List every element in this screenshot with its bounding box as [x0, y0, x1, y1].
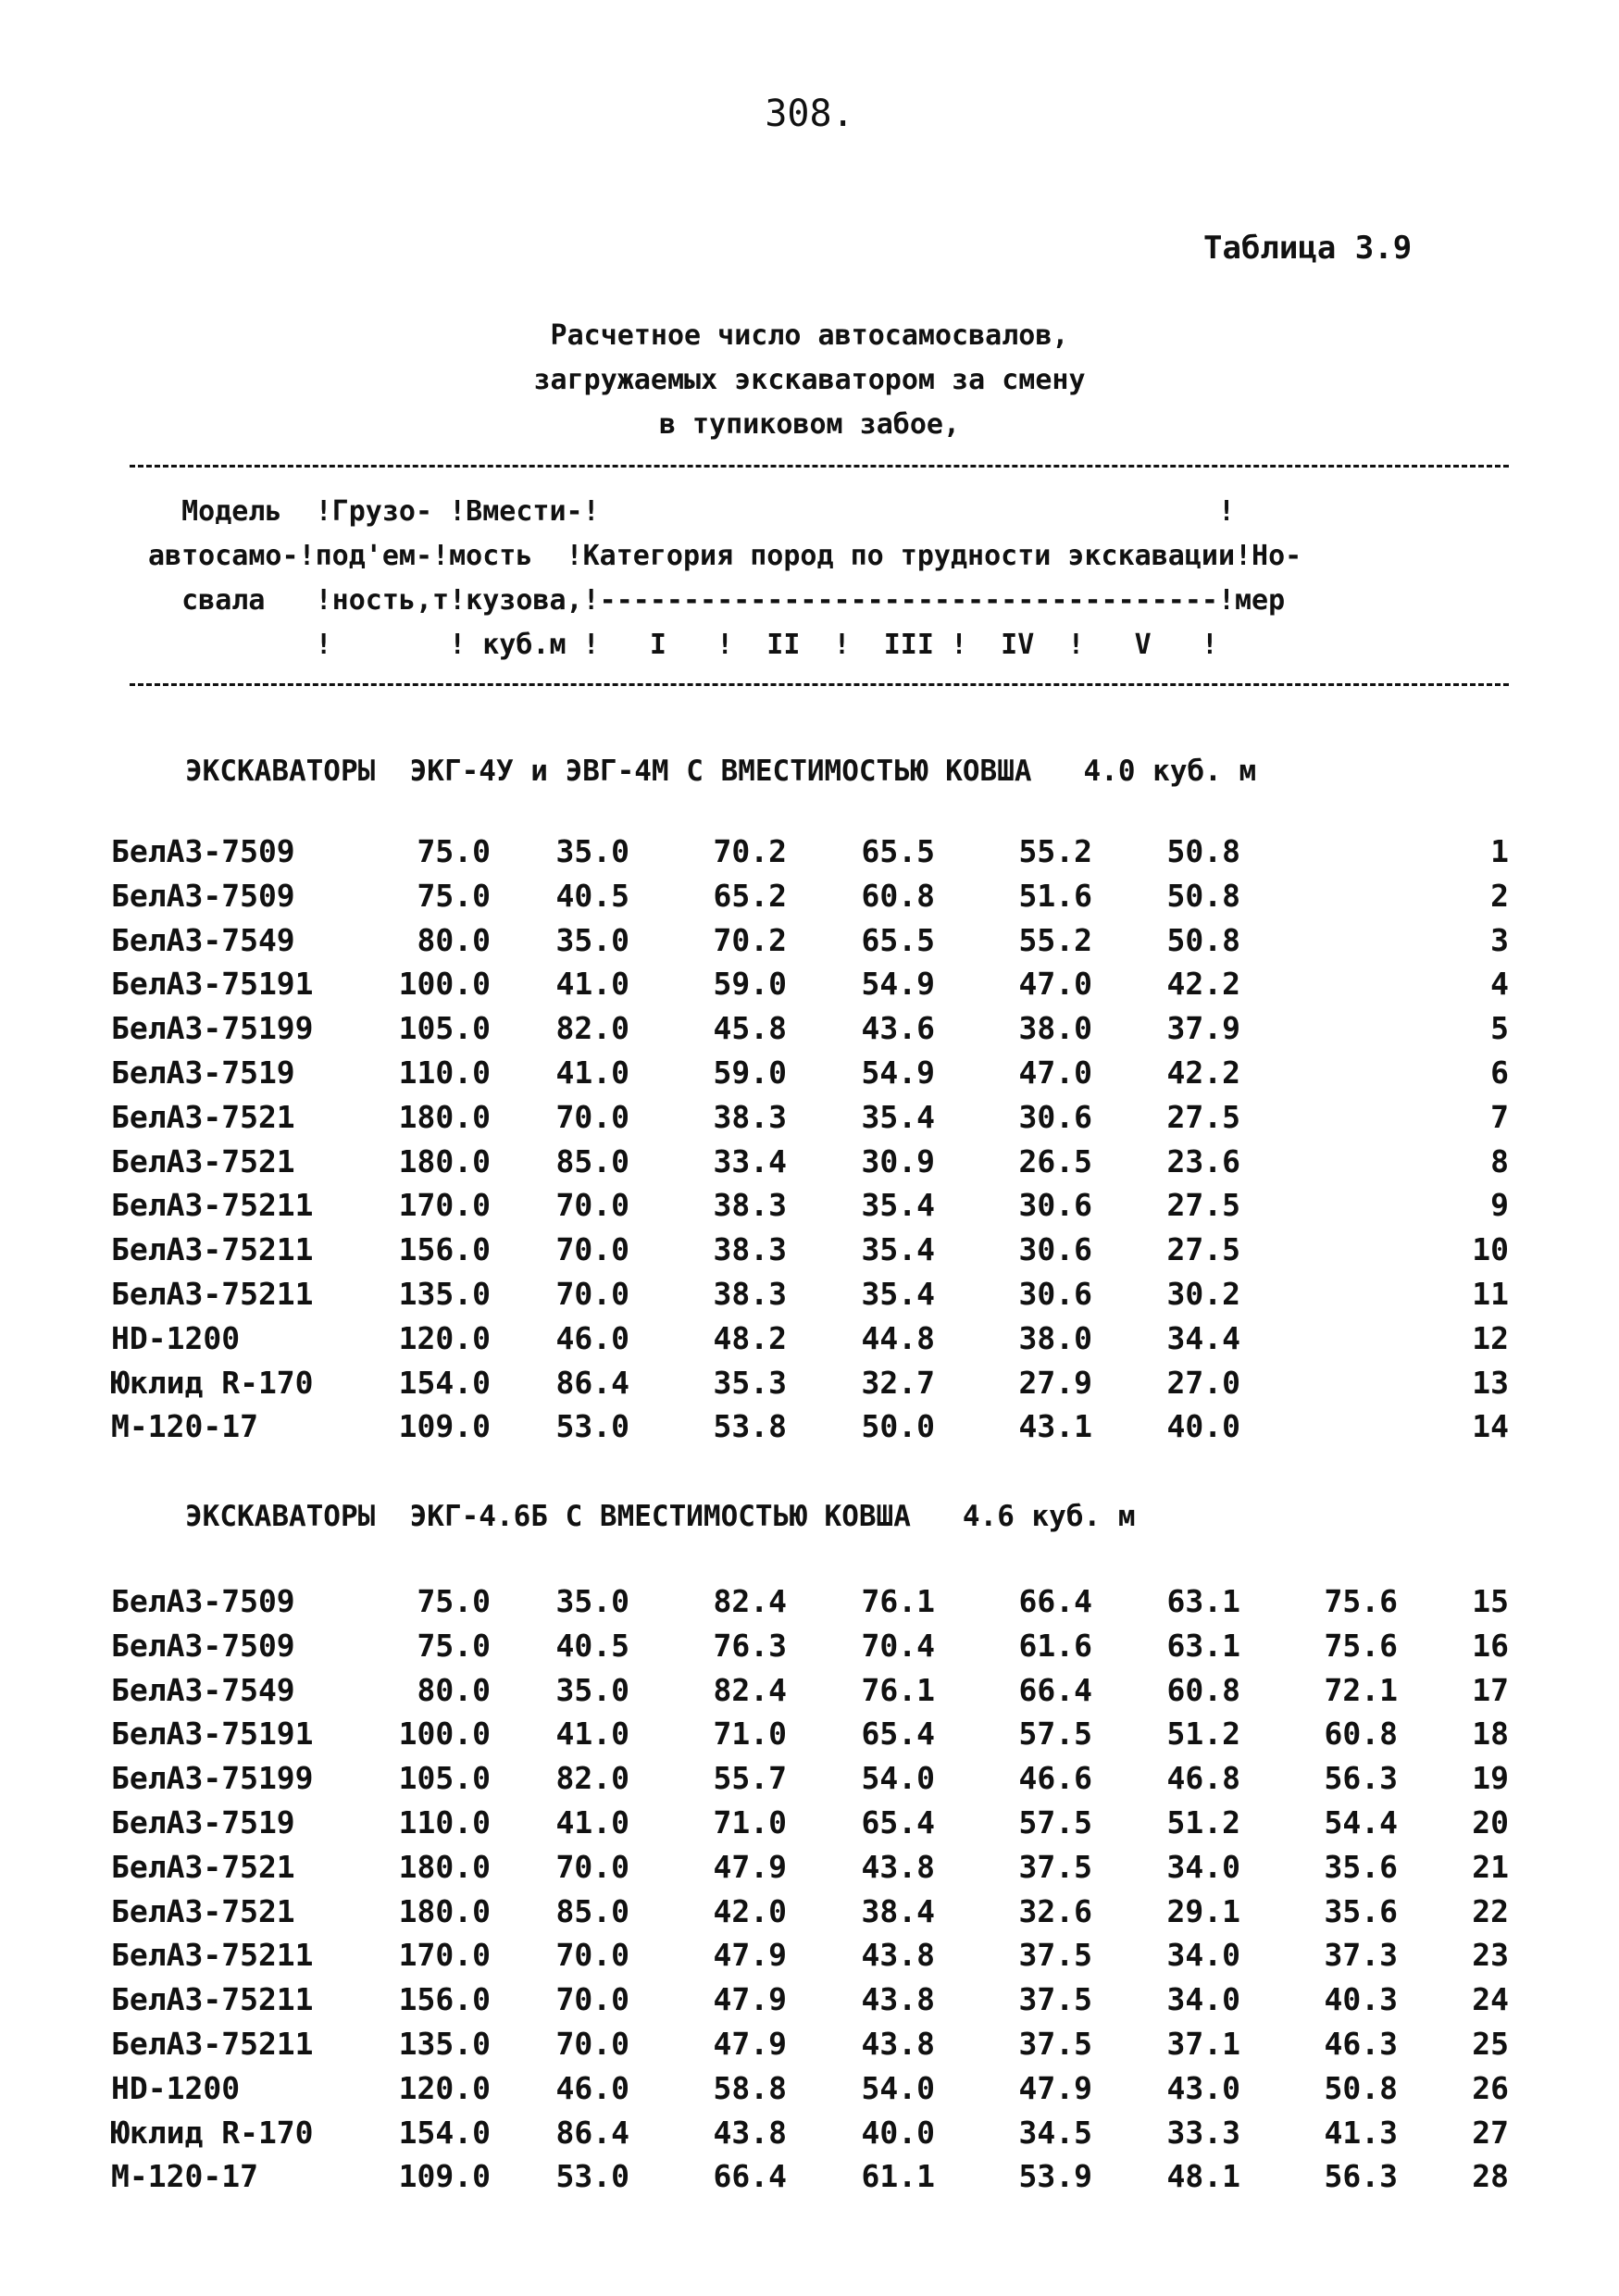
cell-k4: 27.5	[1166, 1187, 1240, 1224]
table-row	[0, 1231, 1619, 1276]
cell-no: 4	[1490, 966, 1509, 1003]
cell-model: БелАЗ-7549	[111, 1671, 295, 1708]
cell-k2: 65.4	[861, 1716, 935, 1753]
cell-k5: 37.3	[1324, 1937, 1398, 1974]
table-row	[0, 922, 1619, 967]
cell-k3: 37.5	[1018, 1848, 1092, 1885]
table-title-line-2: загружаемых экскаватором за смену	[533, 364, 1086, 396]
cell-volume: 41.0	[555, 966, 629, 1003]
cell-k5: 60.8	[1324, 1716, 1398, 1753]
cell-k1: 70.2	[713, 833, 787, 869]
cell-no: 7	[1490, 1098, 1509, 1135]
cell-capacity: 170.0	[398, 1187, 491, 1224]
cell-k4: 40.0	[1166, 1408, 1240, 1445]
cell-volume: 40.5	[555, 1627, 629, 1664]
cell-k3: 61.6	[1018, 1627, 1092, 1664]
cell-k5: 35.6	[1324, 1848, 1398, 1885]
cell-capacity: 110.0	[398, 1804, 491, 1841]
cell-no: 15	[1472, 1583, 1509, 1619]
header-line-2: автосамо-!под'ем-!мость !Категория пород по трудности экскавации!Но-	[148, 540, 1302, 572]
cell-k4: 48.1	[1166, 2158, 1240, 2195]
table-row	[0, 2158, 1619, 2202]
cell-k4: 34.0	[1166, 1937, 1240, 1974]
cell-k3: 26.5	[1018, 1142, 1092, 1179]
cell-k3: 47.9	[1018, 2069, 1092, 2106]
cell-k1: 33.4	[713, 1142, 787, 1179]
cell-capacity: 180.0	[398, 1098, 491, 1135]
cell-model: БелАЗ-7521	[111, 1848, 295, 1885]
table-row	[0, 1628, 1619, 1672]
cell-k3: 57.5	[1018, 1716, 1092, 1753]
cell-no: 12	[1472, 1319, 1509, 1356]
cell-k1: 82.4	[713, 1671, 787, 1708]
cell-model: БелАЗ-7509	[111, 1627, 295, 1664]
cell-k1: 82.4	[713, 1583, 787, 1619]
table-row	[0, 1099, 1619, 1143]
section-heading: ЭКСКАВАТОРЫ ЭКГ-4У и ЭВГ-4М С ВМЕСТИМОСТЬЮ КОВША 4.0 куб. м	[185, 755, 1257, 788]
cell-capacity: 105.0	[398, 1010, 491, 1047]
cell-k3: 30.6	[1018, 1187, 1092, 1224]
cell-volume: 40.5	[555, 877, 629, 914]
cell-volume: 70.0	[555, 1981, 629, 2018]
cell-no: 21	[1472, 1848, 1509, 1885]
cell-model: БелАЗ-75211	[111, 1981, 314, 2018]
cell-k5: 40.3	[1324, 1981, 1398, 2018]
cell-model: БелАЗ-75191	[111, 1716, 314, 1753]
cell-k1: 71.0	[713, 1716, 787, 1753]
cell-k5: 75.6	[1324, 1583, 1398, 1619]
cell-no: 28	[1472, 2158, 1509, 2195]
header-top-rule	[130, 465, 1509, 468]
table-row	[0, 2115, 1619, 2159]
cell-no: 3	[1490, 921, 1509, 958]
table-row	[0, 966, 1619, 1010]
cell-k1: 70.2	[713, 921, 787, 958]
cell-k3: 38.0	[1018, 1319, 1092, 1356]
cell-capacity: 80.0	[417, 921, 491, 958]
cell-volume: 85.0	[555, 1142, 629, 1179]
cell-k1: 45.8	[713, 1010, 787, 1047]
cell-k3: 37.5	[1018, 1937, 1092, 1974]
cell-k5: 41.3	[1324, 2114, 1398, 2151]
cell-k4: 33.3	[1166, 2114, 1240, 2151]
cell-model: БелАЗ-75199	[111, 1010, 314, 1047]
cell-k5: 35.6	[1324, 1892, 1398, 1929]
cell-k4: 34.0	[1166, 1981, 1240, 2018]
cell-capacity: 135.0	[398, 1276, 491, 1312]
cell-no: 22	[1472, 1892, 1509, 1929]
cell-capacity: 170.0	[398, 1937, 491, 1974]
cell-k2: 50.0	[861, 1408, 935, 1445]
cell-no: 17	[1472, 1671, 1509, 1708]
cell-k5: 72.1	[1324, 1671, 1398, 1708]
cell-k1: 43.8	[713, 2114, 787, 2151]
cell-no: 2	[1490, 877, 1509, 914]
cell-k1: 47.9	[713, 2026, 787, 2062]
cell-k4: 27.5	[1166, 1098, 1240, 1135]
cell-model: БелАЗ-75211	[111, 2026, 314, 2062]
cell-no: 20	[1472, 1804, 1509, 1841]
cell-k3: 57.5	[1018, 1804, 1092, 1841]
cell-model: БелАЗ-7519	[111, 1054, 295, 1091]
cell-k2: 30.9	[861, 1142, 935, 1179]
header-bottom-rule	[130, 683, 1509, 686]
cell-k1: 38.3	[713, 1098, 787, 1135]
cell-k3: 66.4	[1018, 1583, 1092, 1619]
cell-k4: 37.1	[1166, 2026, 1240, 2062]
cell-model: БелАЗ-7521	[111, 1142, 295, 1179]
cell-capacity: 180.0	[398, 1142, 491, 1179]
cell-k1: 48.2	[713, 1319, 787, 1356]
table-row	[0, 1054, 1619, 1099]
cell-k3: 66.4	[1018, 1671, 1092, 1708]
cell-no: 18	[1472, 1716, 1509, 1753]
cell-k1: 66.4	[713, 2158, 787, 2195]
cell-k2: 35.4	[861, 1098, 935, 1135]
cell-k2: 43.8	[861, 1937, 935, 1974]
cell-k1: 58.8	[713, 2069, 787, 2106]
cell-k2: 54.9	[861, 966, 935, 1003]
cell-no: 6	[1490, 1054, 1509, 1091]
cell-k4: 29.1	[1166, 1892, 1240, 1929]
cell-volume: 70.0	[555, 1231, 629, 1268]
cell-k2: 54.0	[861, 1760, 935, 1797]
section-heading: ЭКСКАВАТОРЫ ЭКГ-4.6Б С ВМЕСТИМОСТЬЮ КОВША 4.6 куб. м	[185, 1500, 1136, 1533]
cell-model: БелАЗ-7521	[111, 1892, 295, 1929]
cell-k4: 34.4	[1166, 1319, 1240, 1356]
cell-capacity: 156.0	[398, 1231, 491, 1268]
cell-k4: 60.8	[1166, 1671, 1240, 1708]
cell-no: 16	[1472, 1627, 1509, 1664]
cell-volume: 35.0	[555, 1671, 629, 1708]
cell-k3: 55.2	[1018, 833, 1092, 869]
cell-no: 1	[1490, 833, 1509, 869]
cell-model: HD-1200	[111, 2069, 241, 2106]
cell-volume: 35.0	[555, 921, 629, 958]
cell-volume: 46.0	[555, 1319, 629, 1356]
cell-k1: 38.3	[713, 1231, 787, 1268]
cell-k2: 40.0	[861, 2114, 935, 2151]
table-row	[0, 1716, 1619, 1760]
cell-k3: 32.6	[1018, 1892, 1092, 1929]
header-line-3: свала !ность,т!кузова,!-------------------------------------!мер	[148, 584, 1286, 617]
cell-k1: 59.0	[713, 1054, 787, 1091]
cell-volume: 85.0	[555, 1892, 629, 1929]
cell-k4: 51.2	[1166, 1804, 1240, 1841]
table-row	[0, 1981, 1619, 2026]
cell-k1: 47.9	[713, 1937, 787, 1974]
cell-no: 8	[1490, 1142, 1509, 1179]
cell-k2: 65.4	[861, 1804, 935, 1841]
cell-volume: 41.0	[555, 1804, 629, 1841]
cell-k2: 43.8	[861, 1848, 935, 1885]
cell-k1: 42.0	[713, 1892, 787, 1929]
cell-model: БелАЗ-75211	[111, 1937, 314, 1974]
cell-k1: 55.7	[713, 1760, 787, 1797]
cell-k5: 46.3	[1324, 2026, 1398, 2062]
cell-k3: 38.0	[1018, 1010, 1092, 1047]
cell-model: М-120-17	[111, 1408, 258, 1445]
cell-no: 14	[1472, 1408, 1509, 1445]
cell-k3: 30.6	[1018, 1276, 1092, 1312]
cell-k5: 56.3	[1324, 1760, 1398, 1797]
cell-model: БелАЗ-7509	[111, 1583, 295, 1619]
cell-capacity: 100.0	[398, 1716, 491, 1753]
cell-model: HD-1200	[111, 1319, 241, 1356]
cell-k4: 30.2	[1166, 1276, 1240, 1312]
cell-model: Юклид R-170	[111, 2114, 314, 2151]
cell-k5: 54.4	[1324, 1804, 1398, 1841]
cell-k4: 50.8	[1166, 877, 1240, 914]
table-row	[0, 878, 1619, 922]
cell-k3: 43.1	[1018, 1408, 1092, 1445]
cell-k2: 32.7	[861, 1364, 935, 1401]
cell-no: 13	[1472, 1364, 1509, 1401]
cell-capacity: 75.0	[417, 833, 491, 869]
cell-k4: 27.0	[1166, 1364, 1240, 1401]
cell-k4: 42.2	[1166, 966, 1240, 1003]
cell-k2: 44.8	[861, 1319, 935, 1356]
cell-model: БелАЗ-7549	[111, 921, 295, 958]
cell-no: 10	[1472, 1231, 1509, 1268]
cell-no: 9	[1490, 1187, 1509, 1224]
cell-k2: 65.5	[861, 833, 935, 869]
table-row	[0, 1672, 1619, 1716]
cell-capacity: 109.0	[398, 2158, 491, 2195]
cell-model: БелАЗ-7521	[111, 1098, 295, 1135]
table-row	[0, 1804, 1619, 1849]
cell-capacity: 180.0	[398, 1892, 491, 1929]
cell-k4: 46.8	[1166, 1760, 1240, 1797]
cell-capacity: 154.0	[398, 2114, 491, 2151]
cell-k3: 34.5	[1018, 2114, 1092, 2151]
table-row	[0, 1010, 1619, 1054]
table-row	[0, 833, 1619, 878]
table-row	[0, 2026, 1619, 2070]
table-row	[0, 1187, 1619, 1231]
cell-k2: 65.5	[861, 921, 935, 958]
cell-volume: 70.0	[555, 1276, 629, 1312]
cell-k4: 63.1	[1166, 1627, 1240, 1664]
page-number: 308.	[765, 93, 854, 135]
cell-no: 19	[1472, 1760, 1509, 1797]
cell-k4: 63.1	[1166, 1583, 1240, 1619]
cell-k3: 47.0	[1018, 966, 1092, 1003]
cell-volume: 70.0	[555, 1187, 629, 1224]
cell-model: БелАЗ-75211	[111, 1276, 314, 1312]
cell-capacity: 75.0	[417, 1583, 491, 1619]
cell-volume: 46.0	[555, 2069, 629, 2106]
table-row	[0, 1893, 1619, 1938]
cell-volume: 35.0	[555, 833, 629, 869]
cell-volume: 70.0	[555, 2026, 629, 2062]
cell-volume: 82.0	[555, 1760, 629, 1797]
cell-k4: 23.6	[1166, 1142, 1240, 1179]
cell-k2: 60.8	[861, 877, 935, 914]
cell-model: БелАЗ-75211	[111, 1187, 314, 1224]
cell-k3: 27.9	[1018, 1364, 1092, 1401]
cell-k1: 47.9	[713, 1981, 787, 2018]
cell-k4: 37.9	[1166, 1010, 1240, 1047]
cell-volume: 70.0	[555, 1937, 629, 1974]
cell-k2: 43.6	[861, 1010, 935, 1047]
cell-no: 5	[1490, 1010, 1509, 1047]
cell-k5: 56.3	[1324, 2158, 1398, 2195]
cell-k3: 30.6	[1018, 1231, 1092, 1268]
cell-capacity: 100.0	[398, 966, 491, 1003]
cell-k3: 37.5	[1018, 2026, 1092, 2062]
cell-k2: 38.4	[861, 1892, 935, 1929]
cell-k2: 61.1	[861, 2158, 935, 2195]
cell-k1: 38.3	[713, 1276, 787, 1312]
cell-volume: 70.0	[555, 1848, 629, 1885]
cell-model: БелАЗ-7509	[111, 877, 295, 914]
cell-k1: 47.9	[713, 1848, 787, 1885]
cell-capacity: 75.0	[417, 1627, 491, 1664]
cell-no: 24	[1472, 1981, 1509, 2018]
cell-no: 26	[1472, 2069, 1509, 2106]
cell-no: 25	[1472, 2026, 1509, 2062]
cell-model: БелАЗ-7509	[111, 833, 295, 869]
cell-k3: 55.2	[1018, 921, 1092, 958]
cell-k4: 50.8	[1166, 921, 1240, 958]
cell-k4: 50.8	[1166, 833, 1240, 869]
cell-k1: 38.3	[713, 1187, 787, 1224]
table-row	[0, 1849, 1619, 1893]
cell-k5: 50.8	[1324, 2069, 1398, 2106]
cell-capacity: 75.0	[417, 877, 491, 914]
cell-volume: 70.0	[555, 1098, 629, 1135]
cell-k3: 30.6	[1018, 1098, 1092, 1135]
cell-k4: 42.2	[1166, 1054, 1240, 1091]
cell-capacity: 156.0	[398, 1981, 491, 2018]
cell-no: 23	[1472, 1937, 1509, 1974]
header-line-4: ! ! куб.м ! I ! II ! III ! IV ! V !	[148, 629, 1218, 661]
cell-k2: 76.1	[861, 1671, 935, 1708]
table-row	[0, 1760, 1619, 1804]
cell-k1: 35.3	[713, 1364, 787, 1401]
table-row	[0, 1320, 1619, 1365]
cell-k2: 43.8	[861, 2026, 935, 2062]
cell-k4: 27.5	[1166, 1231, 1240, 1268]
cell-volume: 41.0	[555, 1716, 629, 1753]
cell-volume: 35.0	[555, 1583, 629, 1619]
cell-k1: 76.3	[713, 1627, 787, 1664]
cell-k4: 43.0	[1166, 2069, 1240, 2106]
table-row	[0, 1408, 1619, 1453]
cell-volume: 41.0	[555, 1054, 629, 1091]
cell-model: БелАЗ-7519	[111, 1804, 295, 1841]
cell-volume: 86.4	[555, 2114, 629, 2151]
cell-k3: 51.6	[1018, 877, 1092, 914]
cell-capacity: 120.0	[398, 2069, 491, 2106]
table-title-line-3: в тупиковом забое,	[658, 408, 961, 441]
cell-model: М-120-17	[111, 2158, 258, 2195]
cell-k4: 34.0	[1166, 1848, 1240, 1885]
cell-k1: 65.2	[713, 877, 787, 914]
cell-capacity: 109.0	[398, 1408, 491, 1445]
cell-k2: 54.9	[861, 1054, 935, 1091]
cell-k2: 70.4	[861, 1627, 935, 1664]
cell-k2: 76.1	[861, 1583, 935, 1619]
cell-k2: 35.4	[861, 1231, 935, 1268]
cell-volume: 82.0	[555, 1010, 629, 1047]
cell-k3: 46.6	[1018, 1760, 1092, 1797]
cell-k1: 71.0	[713, 1804, 787, 1841]
cell-model: Юклид R-170	[111, 1364, 314, 1401]
cell-k1: 59.0	[713, 966, 787, 1003]
cell-no: 27	[1472, 2114, 1509, 2151]
cell-capacity: 80.0	[417, 1671, 491, 1708]
cell-capacity: 110.0	[398, 1054, 491, 1091]
table-row	[0, 1143, 1619, 1188]
cell-capacity: 105.0	[398, 1760, 491, 1797]
cell-k2: 43.8	[861, 1981, 935, 2018]
cell-k3: 53.9	[1018, 2158, 1092, 2195]
cell-k2: 35.4	[861, 1187, 935, 1224]
cell-k3: 47.0	[1018, 1054, 1092, 1091]
cell-k1: 53.8	[713, 1408, 787, 1445]
cell-volume: 53.0	[555, 2158, 629, 2195]
table-label: Таблица 3.9	[1203, 230, 1413, 267]
cell-model: БелАЗ-75199	[111, 1760, 314, 1797]
cell-capacity: 135.0	[398, 2026, 491, 2062]
cell-k2: 35.4	[861, 1276, 935, 1312]
header-line-1: Модель !Грузо- !Вмести-! !	[148, 495, 1235, 528]
table-row	[0, 2070, 1619, 2115]
table-title-line-1: Расчетное число автосамосвалов,	[550, 319, 1069, 352]
cell-capacity: 154.0	[398, 1364, 491, 1401]
cell-volume: 86.4	[555, 1364, 629, 1401]
table-row	[0, 1276, 1619, 1320]
cell-capacity: 180.0	[398, 1848, 491, 1885]
cell-model: БелАЗ-75211	[111, 1231, 314, 1268]
cell-k5: 75.6	[1324, 1627, 1398, 1664]
cell-no: 11	[1472, 1276, 1509, 1312]
table-row	[0, 1365, 1619, 1409]
table-row	[0, 1583, 1619, 1628]
cell-volume: 53.0	[555, 1408, 629, 1445]
cell-k2: 54.0	[861, 2069, 935, 2106]
cell-capacity: 120.0	[398, 1319, 491, 1356]
cell-k3: 37.5	[1018, 1981, 1092, 2018]
cell-k4: 51.2	[1166, 1716, 1240, 1753]
cell-model: БелАЗ-75191	[111, 966, 314, 1003]
table-row	[0, 1937, 1619, 1981]
